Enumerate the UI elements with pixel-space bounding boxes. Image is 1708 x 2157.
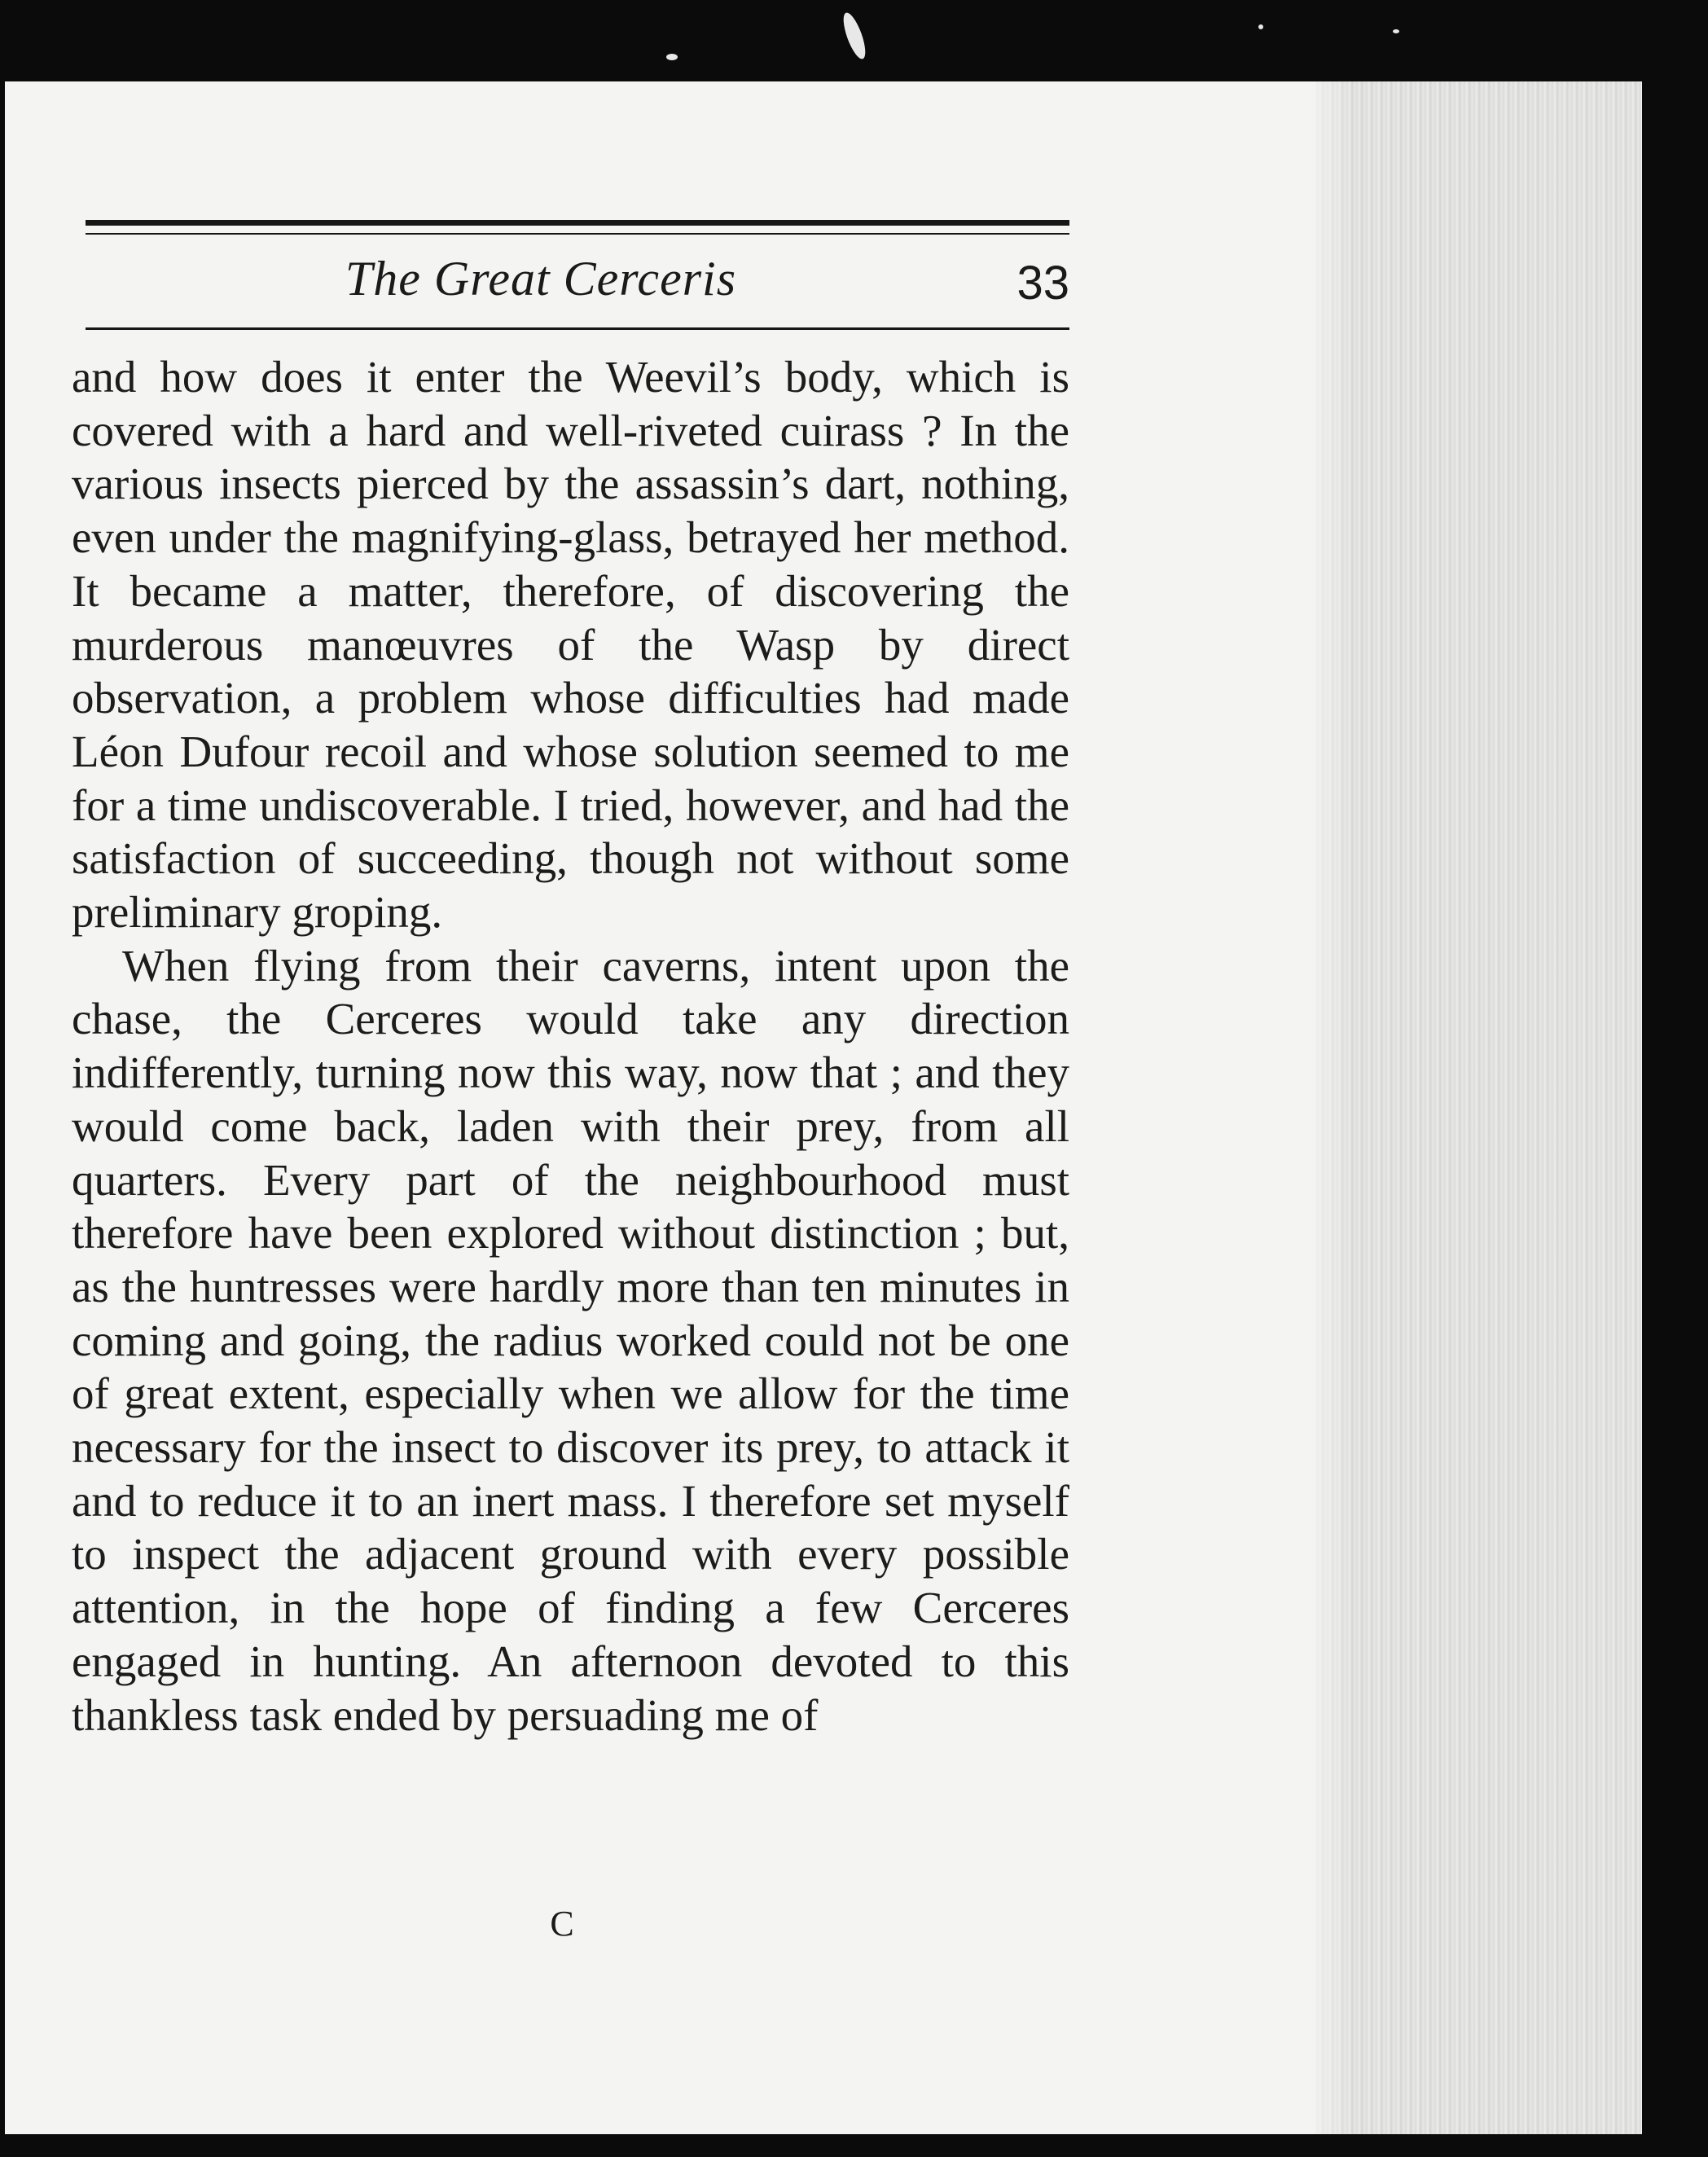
scan-artifact [1393,29,1399,33]
running-title: The Great Cerceris [345,252,737,305]
paragraph: When flying from their caverns, intent upon the chase, the Cerceres would take any direction indifferently, turning now this way, now that ; and they would come back, laden with their prey, from all quarters. Every part of the neighbourhood must therefore have been explored without distinction ; but, as the huntresses were hardly more than ten minutes in coming and going, the radius worked could not be one of great extent, especially when we allow for the time necessary for the insect to discover its prey, to attack it and to reduce it to an inert mass. I therefore set myself to inspect the adjacent ground with every possible attention, in the hope of finding a few Cerceres engaged in hunting. An afternoon devoted to this thankless task ended by persuading me of [72,940,1069,1740]
header-rule-thin [86,233,1069,235]
page-fore-edge [1315,81,1641,2134]
body-text [72,350,1069,1742]
page-number: 33 [1016,257,1069,310]
scan-artifact [1258,24,1263,29]
scan-artifact [666,54,678,60]
running-head [86,244,1069,318]
paragraph-continued: and how does it enter the Weevil’s body, which is covered with a hard and well-riveted cuirass ? In the various insects pierced by the assassin’s dart, nothing, even under the magnifying-glass, betrayed her method. It became a matter, therefore, of discovering the murderous manœuvres of the Wasp by direct observation, a problem whose difficulties had made Léon Dufour recoil and whose solution seemed to me for a time undiscoverable. I tried, however, and had the satisfaction of succeeding, though not without some preliminary groping. [72,352,1069,938]
header-rule-bottom [86,327,1069,330]
header-rule-thick [86,220,1069,226]
scan-artifact [839,11,869,62]
page-gutter-shading [1303,81,1352,2134]
signature-mark: C [550,1904,574,1944]
